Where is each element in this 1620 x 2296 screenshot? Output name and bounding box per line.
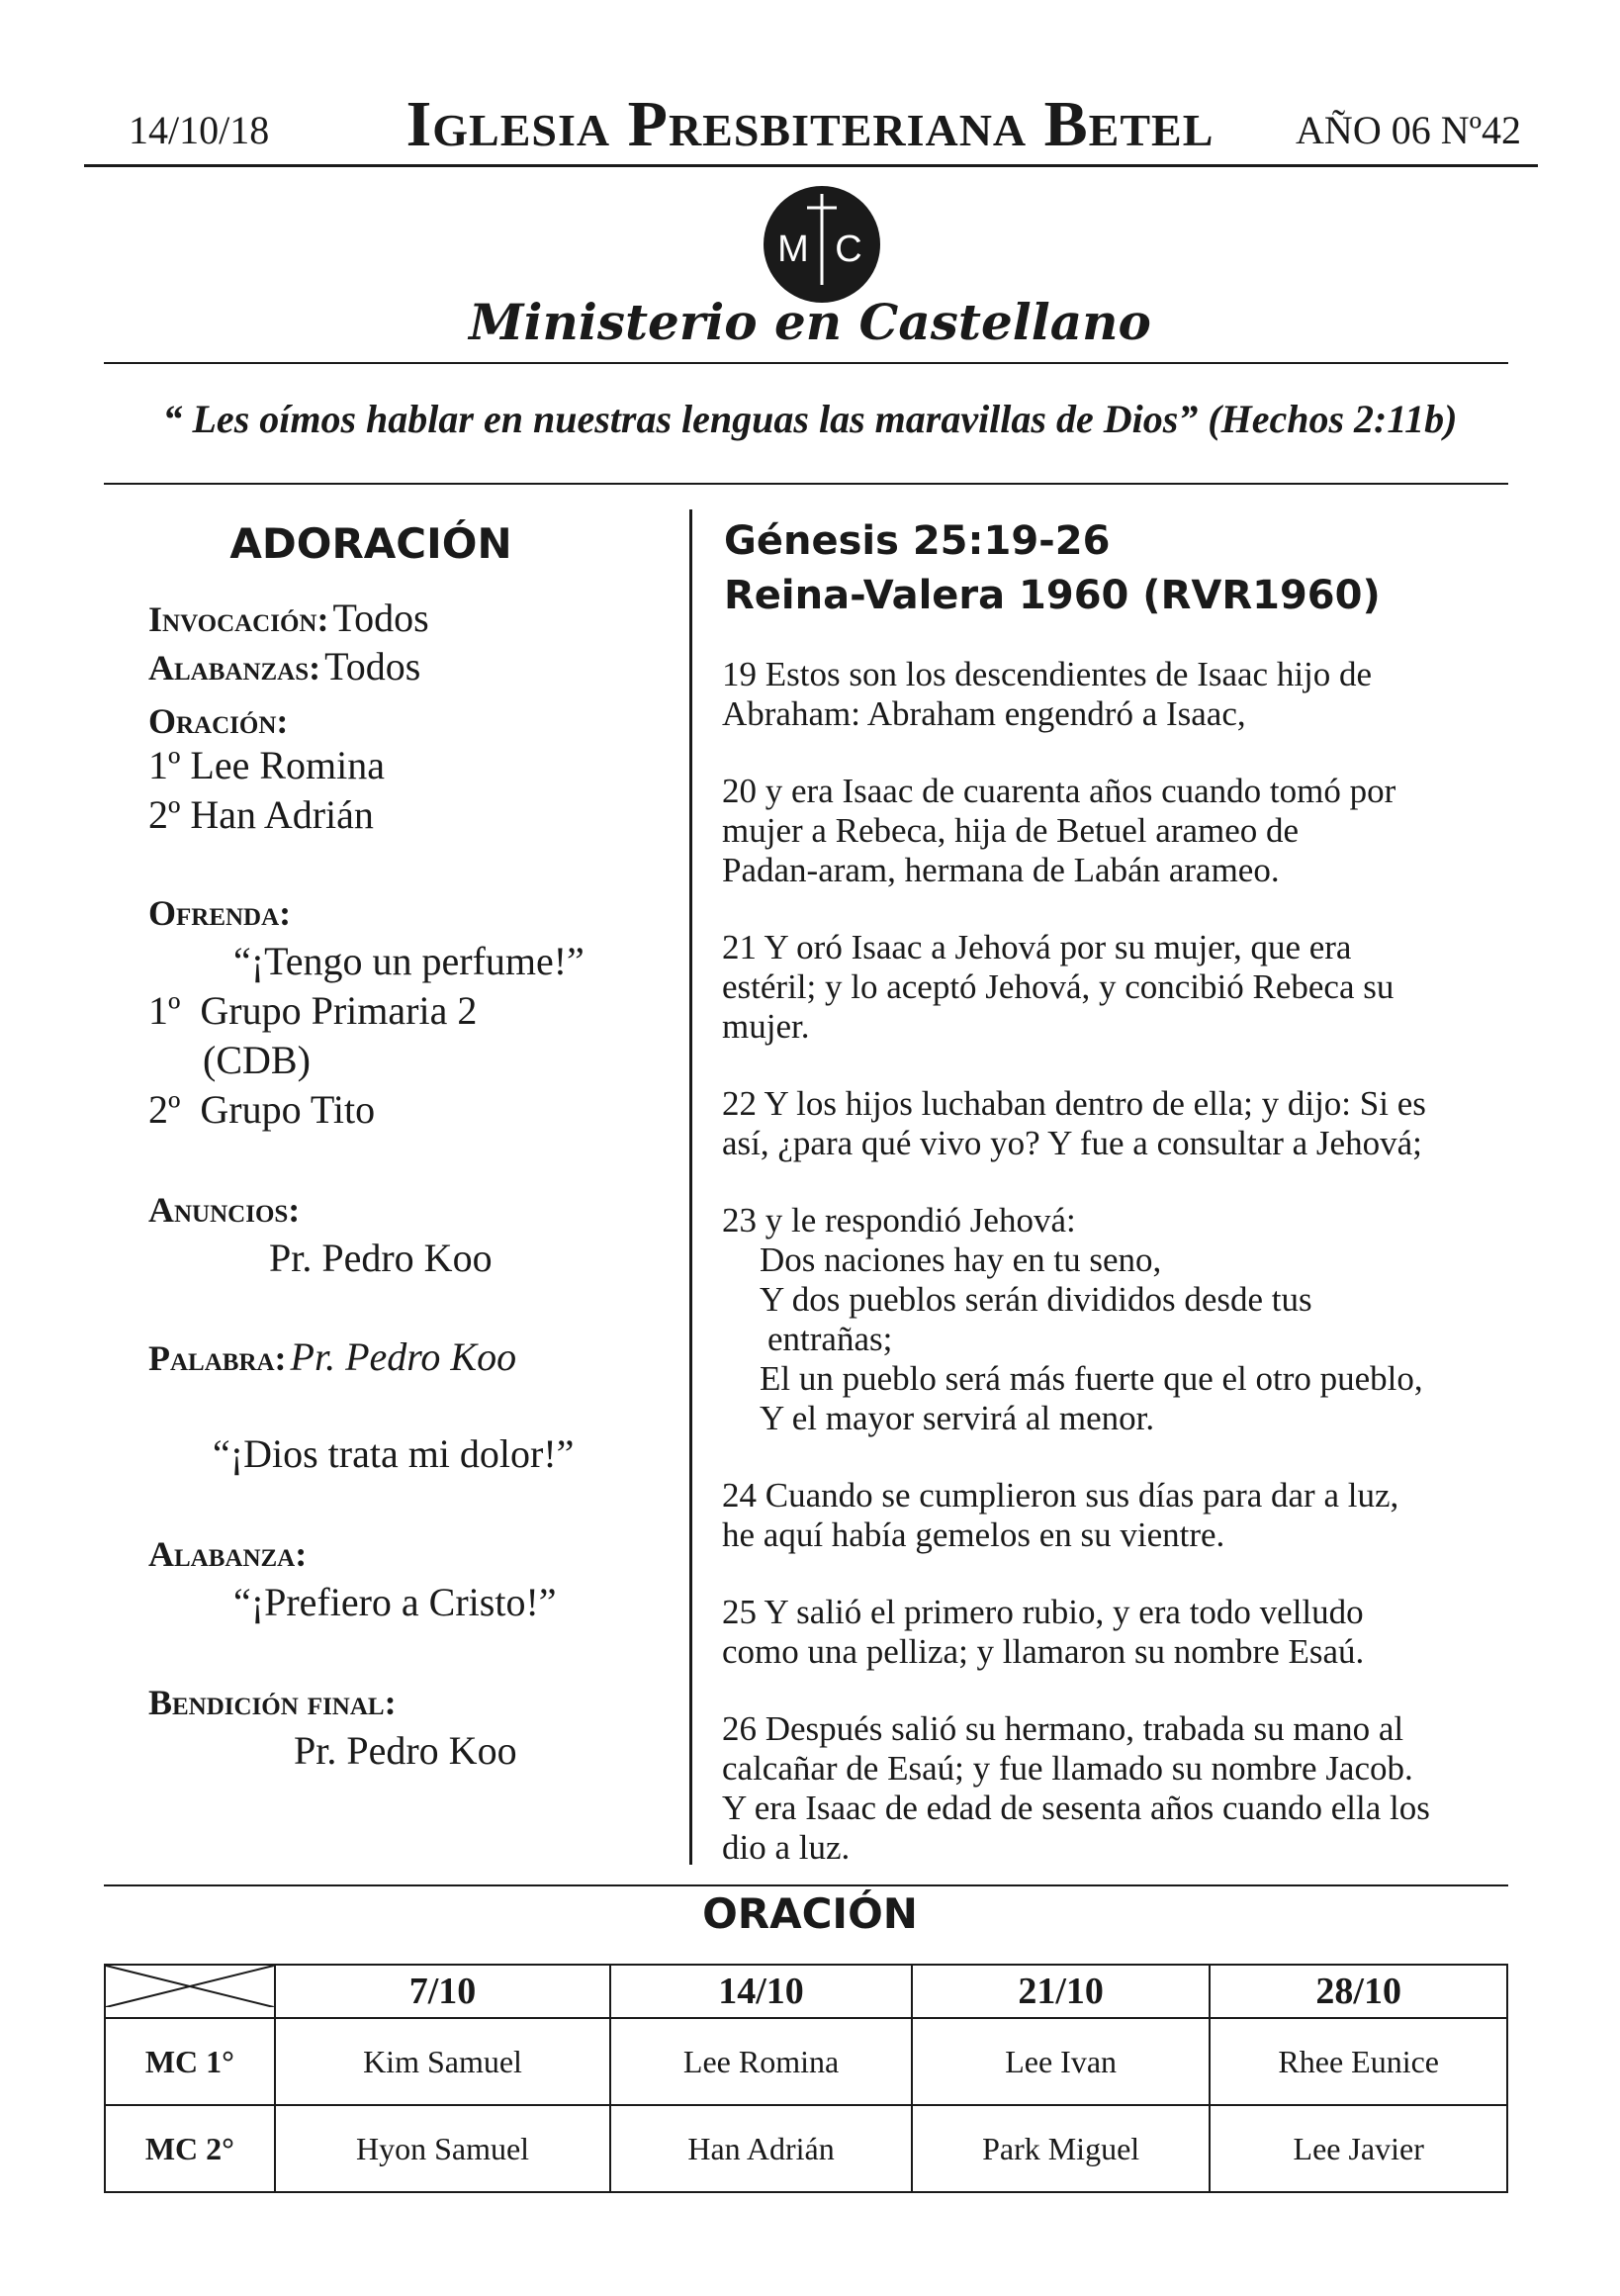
- table-header-row: [105, 1965, 1507, 2018]
- table-cell: Lee Romina: [610, 2018, 912, 2105]
- word-value: Pr. Pedro Koo: [290, 1334, 517, 1379]
- verse-22: [722, 1084, 1523, 1163]
- table-cell: Kim Samuel: [275, 2018, 611, 2105]
- blessing-label: Bendición final:: [148, 1683, 397, 1722]
- announcements-label: Anuncios:: [148, 1190, 301, 1230]
- verse-line: dio a luz.: [722, 1828, 851, 1867]
- verse-line: 22 Y los hijos luchaban dentro de ella; y dijo: Si es: [722, 1084, 1426, 1123]
- column-divider: [689, 509, 692, 1865]
- invocation-label: Invocación:: [148, 599, 329, 639]
- date-header: 14/10: [610, 1965, 912, 2018]
- header-rule: [84, 164, 1538, 167]
- ministry-name: Ministerio en Castellano: [469, 293, 1151, 351]
- bulletin-date: 14/10/18: [129, 108, 270, 152]
- verse-line: 20 y era Isaac de cuarenta años cuando tomó por: [722, 772, 1396, 810]
- table-row: [105, 2105, 1507, 2192]
- scripture-reference: Génesis 25:19-26: [724, 518, 1111, 564]
- date-header: 21/10: [912, 1965, 1211, 2018]
- word-label: Palabra:: [148, 1338, 287, 1378]
- quote-rule: [104, 483, 1508, 485]
- offering-first-note: (CDB): [203, 1038, 311, 1082]
- offering-first: 1º Grupo Primaria 2: [148, 988, 478, 1033]
- row-label: MC 2°: [105, 2105, 275, 2192]
- verse-line: 23 y le respondió Jehová:: [722, 1201, 1076, 1240]
- table-cell: Rhee Eunice: [1210, 2018, 1507, 2105]
- word-title: “¡Dios trata mi dolor!”: [213, 1431, 575, 1476]
- table-cell: Hyon Samuel: [275, 2105, 611, 2192]
- verse-line: Dos naciones hay en tu seno,: [760, 1240, 1162, 1279]
- verse-line: como una pelliza; y llamaron su nombre Esaú.: [722, 1632, 1365, 1671]
- prayer-second: 2º Han Adrián: [148, 792, 374, 837]
- verse-line: El un pueblo será más fuerte que el otro pueblo,: [760, 1359, 1423, 1398]
- logo-graphic: [764, 186, 880, 303]
- logo-letter-m: M: [777, 229, 809, 270]
- verse-20: [722, 772, 1523, 890]
- verse-line: entrañas;: [767, 1320, 893, 1358]
- prayer-rule: [104, 1884, 1508, 1886]
- verse-line: 26 Después salió su hermano, trabada su mano al: [722, 1709, 1404, 1748]
- prayer-label: Oración:: [148, 701, 289, 741]
- verse-21: [722, 928, 1523, 1047]
- date-header: 28/10: [1210, 1965, 1507, 2018]
- verse-line: estéril; y lo aceptó Jehová, y concibió Rebeca su: [722, 967, 1395, 1006]
- cross-circle-icon: [764, 186, 880, 303]
- verse-line: calcañar de Esaú; y fue llamado su nombre Jacob.: [722, 1749, 1413, 1788]
- date-header: 7/10: [275, 1965, 611, 2018]
- verse-line: 21 Y oró Isaac a Jehová por su mujer, que era: [722, 928, 1352, 966]
- logo-letter-c: C: [835, 229, 862, 270]
- verse-line: así, ¿para qué vivo yo? Y fue a consultar a Jehová;: [722, 1124, 1422, 1162]
- offering-label: Ofrenda:: [148, 893, 292, 933]
- verse-24: [722, 1476, 1523, 1555]
- verse-line: 19 Estos son los descendientes de Isaac hijo de: [722, 655, 1373, 693]
- praise-song: “¡Prefiero a Cristo!”: [233, 1580, 557, 1624]
- invocation-value: Todos: [332, 596, 429, 640]
- verse-line: Y era Isaac de edad de sesenta años cuando ella los: [722, 1789, 1430, 1827]
- theme-quote: “ Les oímos hablar en nuestras lenguas las maravillas de Dios” (Hechos 2:11b): [162, 397, 1458, 441]
- church-name: Iglesia Presbiteriana Betel: [405, 88, 1215, 160]
- table-cell: Han Adrián: [610, 2105, 912, 2192]
- corner-cell: [105, 1965, 275, 2018]
- praises-value: Todos: [324, 644, 421, 689]
- verse-line: Y el mayor servirá al menor.: [760, 1399, 1155, 1437]
- verse-25: [722, 1593, 1523, 1672]
- praise-label: Alabanza:: [148, 1534, 308, 1574]
- prayer-first: 1º Lee Romina: [148, 743, 386, 787]
- issue-number: AÑO 06 Nº42: [1296, 108, 1521, 152]
- offering-second: 2º Grupo Tito: [148, 1087, 376, 1132]
- table-cell: Lee Javier: [1210, 2105, 1507, 2192]
- verse-23: [722, 1201, 1523, 1438]
- praises: [148, 643, 420, 689]
- row-label: MC 1°: [105, 2018, 275, 2105]
- table-row: [105, 2018, 1507, 2105]
- crossed-cell-icon: [106, 1966, 274, 2007]
- ministry-rule: [104, 362, 1508, 364]
- verse-line: Y dos pueblos serán divididos desde tus: [760, 1280, 1312, 1319]
- announcements-value: Pr. Pedro Koo: [269, 1236, 493, 1280]
- verse-line: mujer a Rebeca, hija de Betuel arameo de: [722, 811, 1300, 850]
- table-cell: Park Miguel: [912, 2105, 1211, 2192]
- blessing-value: Pr. Pedro Koo: [294, 1728, 517, 1773]
- verse-line: 24 Cuando se cumplieron sus días para dar a luz,: [722, 1476, 1399, 1515]
- invocation: [148, 595, 429, 641]
- verse-line: he aquí había gemelos en su vientre.: [722, 1515, 1225, 1554]
- verse-26: [722, 1709, 1523, 1868]
- verse-line: Abraham: Abraham engendró a Isaac,: [722, 694, 1246, 733]
- scripture-title: [724, 514, 1381, 623]
- verse-line: mujer.: [722, 1007, 810, 1046]
- praises-label: Alabanzas:: [148, 648, 321, 688]
- offering-song: “¡Tengo un perfume!”: [233, 939, 585, 983]
- worship-title: ADORACIÓN: [229, 519, 512, 568]
- scripture-version: Reina-Valera 1960 (RVR1960): [724, 573, 1381, 618]
- verse-line: 25 Y salió el primero rubio, y era todo velludo: [722, 1593, 1364, 1631]
- prayer-schedule-table: [104, 1964, 1508, 2193]
- word: [148, 1333, 516, 1380]
- verse-line: Padan-aram, hermana de Labán arameo.: [722, 851, 1280, 889]
- prayer-schedule-title: ORACIÓN: [702, 1889, 918, 1938]
- verse-19: [722, 655, 1523, 734]
- table-cell: Lee Ivan: [912, 2018, 1211, 2105]
